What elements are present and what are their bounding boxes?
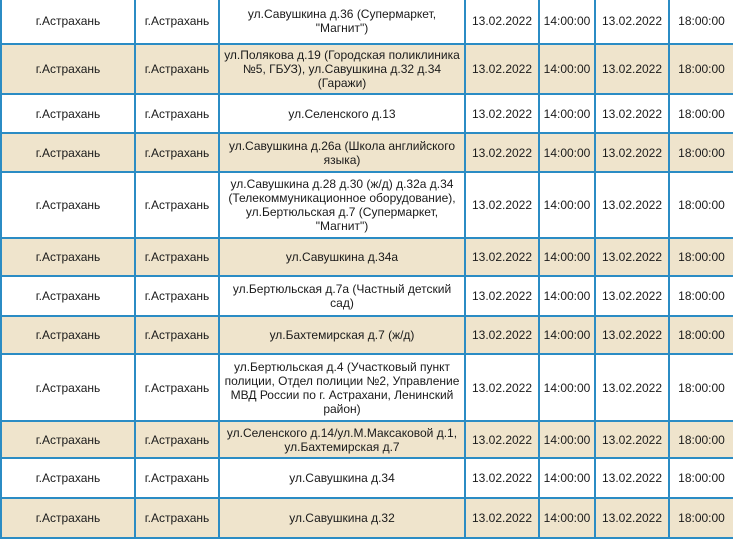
locality-cell: г.Астрахань <box>135 172 219 238</box>
end-date-cell: 13.02.2022 <box>595 238 669 276</box>
address-cell: ул.Бахтемирская д.7 (ж/д) <box>219 316 465 354</box>
end-date-cell: 13.02.2022 <box>595 0 669 44</box>
end-time-cell: 18:00:00 <box>669 316 733 354</box>
end-date-cell: 13.02.2022 <box>595 44 669 94</box>
end-date-cell: 13.02.2022 <box>595 498 669 538</box>
city-cell: г.Астрахань <box>1 354 135 421</box>
locality-cell: г.Астрахань <box>135 498 219 538</box>
end-time-cell: 18:00:00 <box>669 458 733 498</box>
start-time-cell: 14:00:00 <box>539 498 595 538</box>
address-cell: ул.Савушкина д.26а (Школа английского языка) <box>219 133 465 172</box>
end-date-cell: 13.02.2022 <box>595 354 669 421</box>
locality-cell: г.Астрахань <box>135 238 219 276</box>
address-cell: ул.Савушкина д.36 (Супермаркет, "Магнит") <box>219 0 465 44</box>
start-date-cell: 13.02.2022 <box>465 44 539 94</box>
locality-cell: г.Астрахань <box>135 276 219 316</box>
table-row <box>1 238 733 276</box>
address-cell: ул.Савушкина д.28 д.30 (ж/д) д.32а д.34 (Телекоммуникационное оборудование), ул.Бертюльская д.7 (Супермаркет, "Магнит") <box>219 172 465 238</box>
locality-cell: г.Астрахань <box>135 44 219 94</box>
city-cell: г.Астрахань <box>1 133 135 172</box>
locality-cell: г.Астрахань <box>135 458 219 498</box>
start-date-cell: 13.02.2022 <box>465 0 539 44</box>
table-body <box>1 0 733 538</box>
start-date-cell: 13.02.2022 <box>465 354 539 421</box>
table-row <box>1 316 733 354</box>
address-cell: ул.Бертюльская д.7а (Частный детский сад) <box>219 276 465 316</box>
city-cell: г.Астрахань <box>1 316 135 354</box>
city-cell: г.Астрахань <box>1 421 135 458</box>
start-date-cell: 13.02.2022 <box>465 316 539 354</box>
end-time-cell: 18:00:00 <box>669 276 733 316</box>
address-cell: ул.Бертюльская д.4 (Участковый пункт полиции, Отдел полиции №2, Управление МВД России по г. Астрахани, Ленинский район) <box>219 354 465 421</box>
address-cell: ул.Селенского д.13 <box>219 94 465 133</box>
start-time-cell: 14:00:00 <box>539 44 595 94</box>
city-cell: г.Астрахань <box>1 44 135 94</box>
start-time-cell: 14:00:00 <box>539 276 595 316</box>
locality-cell: г.Астрахань <box>135 0 219 44</box>
end-date-cell: 13.02.2022 <box>595 133 669 172</box>
end-time-cell: 18:00:00 <box>669 354 733 421</box>
city-cell: г.Астрахань <box>1 498 135 538</box>
address-cell: ул.Савушкина д.34а <box>219 238 465 276</box>
table-row <box>1 133 733 172</box>
end-time-cell: 18:00:00 <box>669 44 733 94</box>
table-row <box>1 354 733 421</box>
end-time-cell: 18:00:00 <box>669 133 733 172</box>
table-row <box>1 421 733 458</box>
locality-cell: г.Астрахань <box>135 354 219 421</box>
end-time-cell: 18:00:00 <box>669 421 733 458</box>
start-date-cell: 13.02.2022 <box>465 498 539 538</box>
city-cell: г.Астрахань <box>1 276 135 316</box>
table-row <box>1 498 733 538</box>
start-date-cell: 13.02.2022 <box>465 458 539 498</box>
end-time-cell: 18:00:00 <box>669 238 733 276</box>
start-time-cell: 14:00:00 <box>539 316 595 354</box>
start-time-cell: 14:00:00 <box>539 94 595 133</box>
locality-cell: г.Астрахань <box>135 316 219 354</box>
city-cell: г.Астрахань <box>1 238 135 276</box>
address-cell: ул.Селенского д.14/ул.М.Максаковой д.1, ул.Бахтемирская д.7 <box>219 421 465 458</box>
start-date-cell: 13.02.2022 <box>465 133 539 172</box>
table-row <box>1 94 733 133</box>
start-time-cell: 14:00:00 <box>539 172 595 238</box>
city-cell: г.Астрахань <box>1 458 135 498</box>
start-time-cell: 14:00:00 <box>539 238 595 276</box>
start-time-cell: 14:00:00 <box>539 354 595 421</box>
end-date-cell: 13.02.2022 <box>595 276 669 316</box>
start-time-cell: 14:00:00 <box>539 421 595 458</box>
city-cell: г.Астрахань <box>1 94 135 133</box>
start-date-cell: 13.02.2022 <box>465 94 539 133</box>
end-date-cell: 13.02.2022 <box>595 172 669 238</box>
start-time-cell: 14:00:00 <box>539 133 595 172</box>
start-date-cell: 13.02.2022 <box>465 276 539 316</box>
end-date-cell: 13.02.2022 <box>595 316 669 354</box>
end-time-cell: 18:00:00 <box>669 172 733 238</box>
start-time-cell: 14:00:00 <box>539 458 595 498</box>
table-row <box>1 172 733 238</box>
table-row <box>1 44 733 94</box>
address-cell: ул.Полякова д.19 (Городская поликлиника №5, ГБУЗ), ул.Савушкина д.32 д.34 (Гаражи) <box>219 44 465 94</box>
locality-cell: г.Астрахань <box>135 133 219 172</box>
end-time-cell: 18:00:00 <box>669 94 733 133</box>
table-row <box>1 0 733 44</box>
locality-cell: г.Астрахань <box>135 94 219 133</box>
city-cell: г.Астрахань <box>1 0 135 44</box>
end-time-cell: 18:00:00 <box>669 0 733 44</box>
address-cell: ул.Савушкина д.34 <box>219 458 465 498</box>
start-date-cell: 13.02.2022 <box>465 238 539 276</box>
start-date-cell: 13.02.2022 <box>465 172 539 238</box>
locality-cell: г.Астрахань <box>135 421 219 458</box>
start-date-cell: 13.02.2022 <box>465 421 539 458</box>
address-cell: ул.Савушкина д.32 <box>219 498 465 538</box>
end-date-cell: 13.02.2022 <box>595 94 669 133</box>
start-time-cell: 14:00:00 <box>539 0 595 44</box>
end-date-cell: 13.02.2022 <box>595 458 669 498</box>
end-date-cell: 13.02.2022 <box>595 421 669 458</box>
city-cell: г.Астрахань <box>1 172 135 238</box>
end-time-cell: 18:00:00 <box>669 498 733 538</box>
table-row <box>1 458 733 498</box>
table-row <box>1 276 733 316</box>
